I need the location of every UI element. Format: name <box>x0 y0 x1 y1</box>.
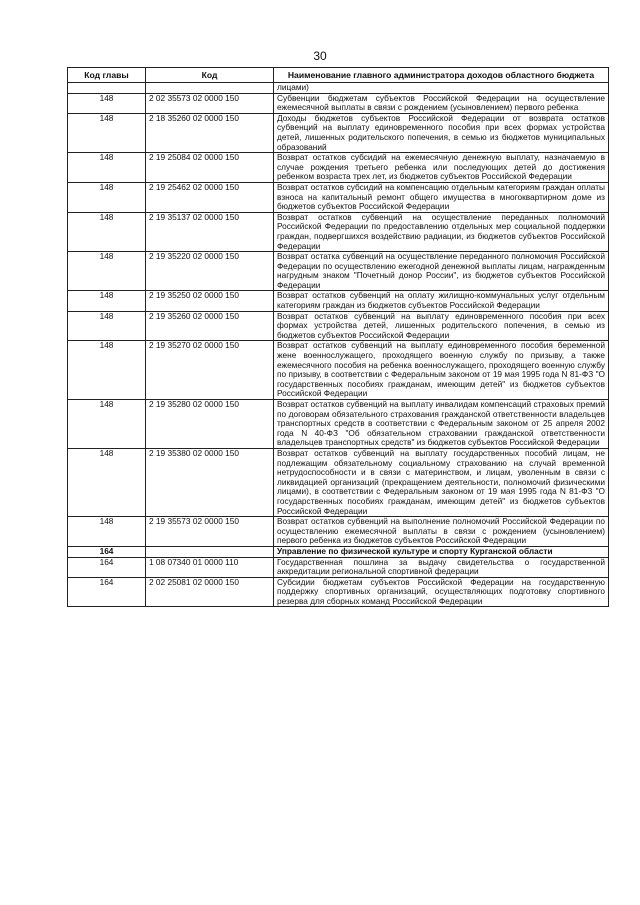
table-row <box>68 546 609 557</box>
name-cell: Возврат остатков субвенций на выполнение полномочий Российской Федерации по осуществлению ежемесячной выплаты в связи с рождением (усыновлением) первого ребенка из бюджетов субъектов Российской Федерации <box>274 517 609 547</box>
chapter-code-cell: 148 <box>68 93 146 113</box>
table-row <box>68 517 609 547</box>
continuation-code-cell <box>146 83 274 94</box>
name-cell: Субвенции бюджетам субъектов Российской Федерации на осуществление ежемесячной выплаты в связи с рождением (усыновлением) первого ребенка <box>274 93 609 113</box>
name-cell: Субсидии бюджетам субъектов Российской Федерации на государственную поддержку спортивных организаций, осуществляющих подготовку спортивного резерва для сборных команд Российской Федерации <box>274 577 609 607</box>
table-row <box>68 577 609 607</box>
code-cell: 2 18 35260 02 0000 150 <box>146 113 274 152</box>
name-cell: Управление по физической культуре и спорту Курганской области <box>274 546 609 557</box>
chapter-code-cell: 164 <box>68 546 146 557</box>
chapter-code-cell: 164 <box>68 557 146 577</box>
chapter-code-cell: 148 <box>68 517 146 547</box>
code-cell: 2 19 25462 02 0000 150 <box>146 182 274 212</box>
table-row <box>68 448 609 516</box>
revenue-administrators-table <box>67 67 609 607</box>
name-cell: Возврат остатков субвенций на выплату единовременного пособия при всех формах устройства детей, лишенных родительского попечения, в семью из бюджетов субъектов Российской Федерации <box>274 311 609 341</box>
chapter-code-cell: 148 <box>68 153 146 183</box>
chapter-code-cell: 148 <box>68 252 146 291</box>
name-cell: Возврат остатков субсидий на ежемесячную денежную выплату, назначаемую в случае рождения третьего ребенка или последующих детей до достижения ребенком возраста трех лет, из бюджетов субъектов Российской Федерации <box>274 153 609 183</box>
chapter-code-cell: 164 <box>68 577 146 607</box>
table-row <box>68 311 609 341</box>
code-cell <box>146 546 274 557</box>
table-row <box>68 182 609 212</box>
header-code: Код <box>146 68 274 83</box>
chapter-code-cell: 148 <box>68 182 146 212</box>
page-number: 30 <box>313 49 327 63</box>
header-name: Наименование главного администратора доходов областного бюджета <box>274 68 609 83</box>
code-cell: 2 19 35220 02 0000 150 <box>146 252 274 291</box>
code-cell: 2 19 35250 02 0000 150 <box>146 291 274 311</box>
table-row <box>68 153 609 183</box>
name-cell: Доходы бюджетов субъектов Российской Федерации от возврата остатков субвенций на выплату единовременного пособия при всех формах устройства детей, лишенных родительского попечения, в семью из бюджетов муниципальных образований <box>274 113 609 152</box>
code-cell: 2 19 35380 02 0000 150 <box>146 448 274 516</box>
continuation-chapter-cell <box>68 83 146 94</box>
name-cell: Возврат остатков субвенций на выплату единовременного пособия беременной жене военнослужащего, проходящего военную службу по призыву, а также ежемесячного пособия на ребенка военнослужащего, проходящего военную службу по призыву, в соответствии с Федеральным законом от 19 мая 1995 года N 81-ФЗ "О государственных пособиях гражданам, имеющим детей" из бюджетов субъектов Российской Федерации <box>274 341 609 400</box>
name-cell: Возврат остатков субвенций на оплату жилищно-коммунальных услуг отдельным категориям граждан из бюджетов субъектов Российской Федерации <box>274 291 609 311</box>
chapter-code-cell: 148 <box>68 400 146 449</box>
code-cell: 2 02 35573 02 0000 150 <box>146 93 274 113</box>
chapter-code-cell: 148 <box>68 311 146 341</box>
code-cell: 2 19 35260 02 0000 150 <box>146 311 274 341</box>
code-cell: 2 19 35573 02 0000 150 <box>146 517 274 547</box>
name-cell: Возврат остатка субвенций на осуществление переданного полномочия Российской Федерации по осуществлению ежегодной денежной выплаты лицам, награжденным нагрудным знаком "Почетный донор России", из бюджетов субъектов Российской Федерации <box>274 252 609 291</box>
name-cell: Возврат остатков субвенций на выплату государственных пособий лицам, не подлежащим обязательному социальному страхованию на случай временной нетрудоспособности и в связи с материнством, и лицам, уволенным в связи с ликвидацией организаций (прекращением деятельности, полномочий физическими лицами), в соответствии с Федеральным законом от 19 мая 1995 года N 81-ФЗ "О государственных пособиях гражданам, имеющим детей" из бюджетов субъектов Российской Федерации <box>274 448 609 516</box>
table-row <box>68 341 609 400</box>
header-chapter-code: Код главы <box>68 68 146 83</box>
name-cell: Государственная пошлина за выдачу свидетельства о государственной аккредитации региональной спортивной федерации <box>274 557 609 577</box>
code-cell: 2 19 25084 02 0000 150 <box>146 153 274 183</box>
code-cell: 2 02 25081 02 0000 150 <box>146 577 274 607</box>
continuation-row <box>68 83 609 94</box>
table-row <box>68 557 609 577</box>
chapter-code-cell: 148 <box>68 341 146 400</box>
table-header-row <box>68 68 609 83</box>
table-row <box>68 291 609 311</box>
name-cell: Возврат остатков субсидий на компенсацию отдельным категориям граждан оплаты взноса на капитальный ремонт общего имущества в многоквартирном доме из бюджетов субъектов Российской Федерации <box>274 182 609 212</box>
table-row <box>68 252 609 291</box>
name-cell: Возврат остатков субвенций на осуществление переданных полномочий Российской Федерации по предоставлению отдельных мер социальной поддержки граждан, подвергшихся воздействию радиации, из бюджетов субъектов Российской Федерации <box>274 212 609 251</box>
code-cell: 1 08 07340 01 0000 110 <box>146 557 274 577</box>
code-cell: 2 19 35270 02 0000 150 <box>146 341 274 400</box>
table-row <box>68 113 609 152</box>
chapter-code-cell: 148 <box>68 113 146 152</box>
continuation-text: лицами) <box>274 83 609 94</box>
table-row <box>68 93 609 113</box>
name-cell: Возврат остатков субвенций на выплату инвалидам компенсаций страховых премий по договорам обязательного страхования гражданской ответственности владельцев транспортных средств в соответствии с Федеральным законом от 25 апреля 2002 года N 40-ФЗ "Об обязательном страховании гражданской ответственности владельцев транспортных средств" из бюджетов субъектов Российской Федерации <box>274 400 609 449</box>
table-row <box>68 400 609 449</box>
code-cell: 2 19 35137 02 0000 150 <box>146 212 274 251</box>
chapter-code-cell: 148 <box>68 291 146 311</box>
table-row <box>68 212 609 251</box>
chapter-code-cell: 148 <box>68 212 146 251</box>
code-cell: 2 19 35280 02 0000 150 <box>146 400 274 449</box>
chapter-code-cell: 148 <box>68 448 146 516</box>
